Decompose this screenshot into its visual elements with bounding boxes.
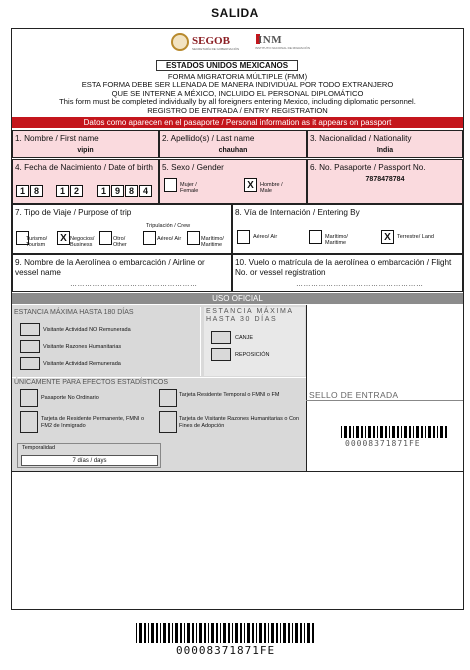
barcode-stripe <box>252 623 254 643</box>
trip-tourism-label: Turismo/ Tourism <box>26 236 48 248</box>
nationality-label: 3. Nacionalidad / Nationality <box>310 134 412 143</box>
barcode-stripe <box>433 426 435 438</box>
barcode-stripe <box>373 426 375 438</box>
barcode-stripe <box>295 623 298 643</box>
passport-label: 6. No. Pasaporte / Passport No. <box>310 163 426 172</box>
barcode-stripe <box>172 623 173 643</box>
visitor-unpaid-label: Visitante Actividad NO Remunerada <box>43 327 131 333</box>
barcode-stripe <box>208 623 209 643</box>
dob-year-digit[interactable]: 9 <box>111 185 124 197</box>
visitor-humanitarian-label: Visitante Razones Humanitarias <box>43 344 122 350</box>
stay-180-title: ESTANCIA MÁXIMA HASTA 180 DÍAS <box>14 309 134 316</box>
flight-dotted-line: …………………………………………… <box>296 281 424 288</box>
form-header-text <box>13 73 462 115</box>
humanitarian-visitor-card-label: Tarjeta de Visitante Razones Humanitarias o Con Fines de Adopción <box>179 416 300 429</box>
barcode-stripe <box>437 426 438 438</box>
segob-emblem-icon <box>171 33 189 51</box>
barcode-stripe <box>425 426 426 438</box>
gender-male-checkbox[interactable]: X <box>244 178 257 192</box>
entry-maritime-label: Marítimo/ Maritime <box>325 234 348 246</box>
barcode-stripe <box>307 623 310 643</box>
canje-label: CANJE <box>235 335 254 341</box>
barcode-stripe <box>271 623 274 643</box>
country-title: ESTADOS UNIDOS MEXICANOS <box>156 60 298 71</box>
passport-value: 7878478784 <box>365 175 405 183</box>
dob-year-digit[interactable]: 4 <box>139 185 152 197</box>
inm-logo-text: INM <box>258 34 283 46</box>
visitor-paid-checkbox[interactable] <box>20 357 40 370</box>
barcode-stripe <box>292 623 293 643</box>
barcode-stripe <box>344 426 347 438</box>
barcode-stripe <box>211 623 214 643</box>
barcode-stripe <box>276 623 278 643</box>
last-name-value: chauhan <box>218 146 248 154</box>
barcode-stripe <box>389 426 390 438</box>
barcode-stripe <box>220 623 221 643</box>
barcode-stripe <box>247 623 250 643</box>
entry-air-label: Aéreo/ Air <box>253 234 278 240</box>
header-line: FORMA MIGRATORIA MÚLTIPLE (FMM) <box>167 72 308 81</box>
barcode-stripe <box>192 623 194 643</box>
official-bottom-line <box>12 471 463 472</box>
barcode-stripe <box>416 426 419 438</box>
barcode-stripe <box>180 623 182 643</box>
barcode-stripe <box>397 426 399 438</box>
trip-other-checkbox[interactable] <box>99 231 112 245</box>
barcode-stripe <box>280 623 281 643</box>
entry-method-label: 8. Vía de Internación / Entering By <box>235 208 360 217</box>
stats-title: ÚNICAMENTE PARA EFECTOS ESTADÍSTICOS <box>14 379 169 386</box>
header-line: This form must be completed individually by all foreigners entering Mexico, including diplomatic personnel. <box>59 97 416 107</box>
trip-crew-maritime-label: Marítimo/ Maritime <box>201 236 224 248</box>
barcode-stripe <box>264 623 266 643</box>
trip-business-label: Negocios/ Business <box>70 236 95 248</box>
barcode-stripe <box>139 623 142 643</box>
barcode-stripe <box>199 623 202 643</box>
barcode-stripe <box>361 426 363 438</box>
barcode-stripe <box>377 426 378 438</box>
gender-label: 5. Sexo / Gender <box>162 163 224 172</box>
barcode-stripe <box>341 426 342 438</box>
barcode-stripe <box>235 623 238 643</box>
barcode-stripe <box>421 426 423 438</box>
nationality-value: India <box>376 146 394 154</box>
entry-land-label: Terrestre/ Land <box>397 234 434 240</box>
entry-maritime-checkbox[interactable] <box>309 230 322 244</box>
nationality-field[interactable] <box>307 130 463 158</box>
reposicion-checkbox[interactable] <box>211 348 231 361</box>
seal-divider <box>306 305 307 471</box>
barcode-stripe <box>256 623 257 643</box>
temporary-resident-checkbox[interactable] <box>159 389 177 407</box>
reposicion-label: REPOSICIÓN <box>235 352 270 358</box>
dob-day-digit[interactable]: 8 <box>30 185 43 197</box>
dob-year-digit[interactable]: 8 <box>125 185 138 197</box>
header-line: QUE SE INTERNE A MÉXICO, INCLUIDO EL PERSONAL DIPLOMÁTICO <box>111 88 364 98</box>
visitor-humanitarian-checkbox[interactable] <box>20 340 40 353</box>
gender-female-label: Mujer / Female <box>180 182 199 194</box>
entry-air-checkbox[interactable] <box>237 230 250 244</box>
barcode-stripe <box>148 623 149 643</box>
barcode-stripe <box>440 426 443 438</box>
footer-barcode <box>136 623 316 643</box>
trip-business-checkbox[interactable]: X <box>57 231 70 245</box>
barcode-stripe <box>368 426 371 438</box>
seal-underline <box>306 400 463 401</box>
first-name-field[interactable] <box>12 130 159 158</box>
segob-logo-text: SEGOB <box>192 35 230 47</box>
barcode-stripe <box>196 623 197 643</box>
gender-male-label: Hombre / Male <box>260 182 283 194</box>
barcode-stripe <box>216 623 218 643</box>
barcode-stripe <box>300 623 302 643</box>
gender-female-checkbox[interactable] <box>164 178 177 192</box>
barcode-stripe <box>168 623 170 643</box>
trip-crew-maritime-checkbox[interactable] <box>187 231 200 245</box>
barcode-stripe <box>223 623 226 643</box>
trip-purpose-label: 7. Tipo de Viaje / Purpose of trip <box>15 208 132 217</box>
barcode-stripe <box>240 623 242 643</box>
last-name-field[interactable] <box>159 130 307 158</box>
barcode-stripe <box>409 426 411 438</box>
barcode-stripe <box>187 623 190 643</box>
date-of-birth-field <box>12 159 159 204</box>
permanent-resident-label: Tarjeta de Residente Permanente, FMNI o FM2 de Inmigrado <box>41 416 145 429</box>
first-name-value: vipin <box>77 146 94 154</box>
dob-year-digit[interactable]: 1 <box>97 185 110 197</box>
barcode-stripe <box>184 623 185 643</box>
barcode-stripe <box>404 426 407 438</box>
entry-land-checkbox[interactable]: X <box>381 230 394 244</box>
official-use-bar: USO OFICIAL <box>12 293 463 304</box>
barcode-stripe <box>163 623 166 643</box>
barcode-stripe <box>365 426 366 438</box>
barcode-stripe <box>136 623 137 643</box>
barcode-stripe <box>304 623 305 643</box>
barcode-stripe <box>349 426 351 438</box>
barcode-stripe <box>401 426 402 438</box>
barcode-stripe <box>288 623 290 643</box>
barcode-stripe <box>144 623 146 643</box>
barcode-stripe <box>268 623 269 643</box>
barcode-stripe <box>380 426 383 438</box>
inm-logo-subtitle: INSTITUTO NACIONAL DE MIGRACIÓN <box>255 46 311 50</box>
permanent-resident-checkbox[interactable] <box>20 411 38 433</box>
last-name-label: 2. Apellido(s) / Last name <box>162 134 255 143</box>
dob-day-digit[interactable]: 1 <box>16 185 29 197</box>
barcode-stripe <box>445 426 447 438</box>
visitor-paid-label: Visitante Actividad Remunerada <box>43 361 121 367</box>
barcode-stripe <box>204 623 206 643</box>
trip-crew-air-label: Aéreo/ Air <box>157 236 182 242</box>
stats-divider <box>12 377 306 378</box>
barcode-stripe <box>232 623 233 643</box>
temporalidad-label: Temporalidad <box>22 445 56 451</box>
page-title: SALIDA <box>211 6 259 20</box>
non-ordinary-passport-checkbox[interactable] <box>20 389 38 407</box>
barcode-stripe <box>312 623 314 643</box>
trip-crew-label: Tripulación / Crew <box>146 223 191 229</box>
barcode-stripe <box>160 623 161 643</box>
passport-info-bar: Datos como aparecen en el pasaporte / Personal information as it appears on passport <box>12 117 463 128</box>
temporary-resident-label: Tarjeta Residente Temporal o FMNI o FM <box>179 392 280 398</box>
barcode-stripe <box>283 623 286 643</box>
entry-barcode <box>341 426 449 438</box>
airline-label: 9. Nombre de la Aerolínea o embarcación / Airline or vessel name <box>15 258 205 277</box>
entry-seal-label: SELLO DE ENTRADA <box>309 390 399 400</box>
entry-barcode-number: 00008371871FE <box>345 439 421 448</box>
footer-barcode-number: 00008371871FE <box>176 644 276 657</box>
flight-label: 10. Vuelo o matrícula de la aerolínea o embarcación / Flight No. or vessel registration <box>235 258 452 277</box>
header-line: REGISTRO DE ENTRADA / ENTRY REGISTRATION <box>147 105 328 115</box>
dob-month-digit[interactable]: 1 <box>56 185 69 197</box>
header-line: ESTA FORMA DEBE SER LLENADA DE MANERA INDIVIDUAL POR TODO EXTRANJERO <box>81 80 394 90</box>
dob-label: 4. Fecha de Nacimiento / Date of birth <box>15 163 153 172</box>
barcode-stripe <box>353 426 354 438</box>
stay-30-title: ESTANCIA MÁXIMA HASTA 30 DÍAS <box>206 308 294 323</box>
barcode-stripe <box>356 426 359 438</box>
trip-other-label: Otro/ Other <box>113 236 127 248</box>
humanitarian-visitor-card-checkbox[interactable] <box>159 411 177 433</box>
barcode-stripe <box>151 623 154 643</box>
temporalidad-value[interactable]: 7 días / days <box>21 455 158 466</box>
barcode-stripe <box>175 623 178 643</box>
barcode-stripe <box>244 623 245 643</box>
trip-crew-air-checkbox[interactable] <box>143 231 156 245</box>
barcode-stripe <box>228 623 230 643</box>
passport-number-field[interactable] <box>307 159 463 204</box>
barcode-stripe <box>385 426 387 438</box>
first-name-label: 1. Nombre / First name <box>15 134 99 143</box>
segob-logo-subtitle: SECRETARÍA DE GOBERNACIÓN <box>192 47 240 51</box>
visitor-unpaid-checkbox[interactable] <box>20 323 40 336</box>
barcode-stripe <box>156 623 158 643</box>
barcode-stripe <box>392 426 395 438</box>
dob-month-digit[interactable]: 2 <box>70 185 83 197</box>
barcode-stripe <box>259 623 262 643</box>
non-ordinary-passport-label: Pasaporte No Ordinario <box>41 395 99 401</box>
barcode-stripe <box>413 426 414 438</box>
barcode-stripe <box>428 426 431 438</box>
canje-checkbox[interactable] <box>211 331 231 344</box>
airline-dotted-line: …………………………………………… <box>70 281 198 288</box>
entry-method-field <box>232 204 463 254</box>
